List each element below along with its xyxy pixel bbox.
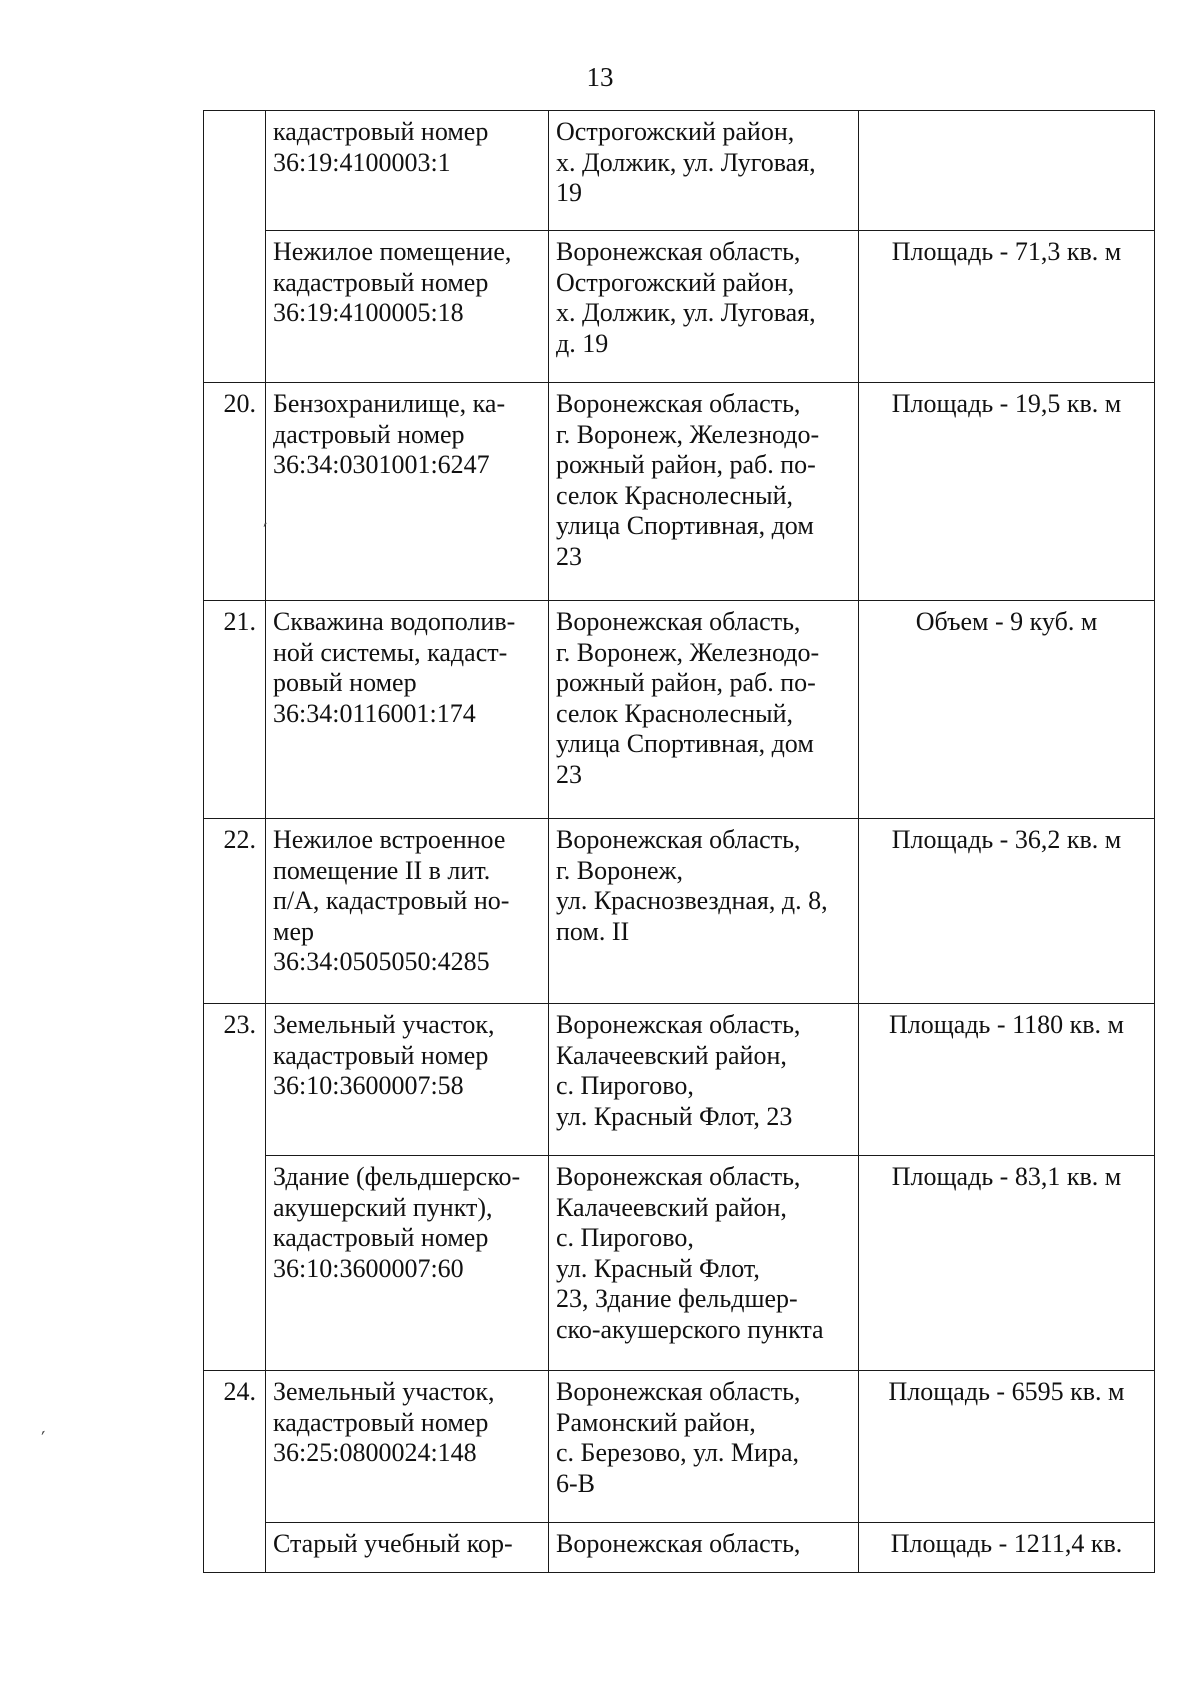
object-name-line: дастровый номер bbox=[273, 419, 465, 449]
row-number: 23. bbox=[204, 1004, 266, 1371]
row-number: 20. bbox=[204, 383, 266, 601]
table-row bbox=[204, 383, 1155, 601]
row-number bbox=[204, 111, 266, 383]
address-line: х. Должик, ул. Луговая, bbox=[556, 298, 816, 327]
object-name-line: ной системы, кадаст- bbox=[273, 637, 508, 667]
address-line: селок Краснолесный, bbox=[556, 698, 793, 728]
row-number: 22. bbox=[204, 819, 266, 1004]
characteristic-cell: Площадь - 1211,4 кв. bbox=[859, 1523, 1155, 1573]
object-name-line: мер bbox=[273, 916, 314, 946]
address-line: Воронежская область, bbox=[556, 607, 801, 636]
row-number: 24. bbox=[204, 1371, 266, 1573]
object-name-line: 36:25:0800024:148 bbox=[273, 1438, 477, 1467]
characteristic-cell: Площадь - 71,3 кв. м bbox=[859, 231, 1155, 383]
page-number: 13 bbox=[586, 62, 614, 92]
scan-mark: ˊ bbox=[38, 1427, 53, 1451]
scan-mark: ˊ bbox=[260, 519, 275, 543]
characteristic-cell: Площадь - 83,1 кв. м bbox=[859, 1156, 1155, 1371]
address-cell bbox=[549, 383, 859, 601]
address-line: Воронежская область, bbox=[556, 1010, 801, 1039]
address-line: Воронежская область, bbox=[556, 389, 801, 418]
address-line: улица Спортивная, дом bbox=[556, 511, 814, 540]
object-name-line: помещение II в лит. bbox=[273, 855, 491, 885]
object-name-cell bbox=[266, 111, 549, 231]
address-line: 19 bbox=[556, 178, 582, 207]
object-name-cell bbox=[266, 1371, 549, 1523]
object-name-line: 36:10:3600007:60 bbox=[273, 1253, 464, 1283]
address-line: Острогожский район, bbox=[556, 267, 795, 297]
address-line: с. Пирогово, bbox=[556, 1223, 694, 1252]
table-row bbox=[204, 1523, 1155, 1573]
object-name-line: 36:34:0301001:6247 bbox=[273, 450, 490, 479]
address-line: Воронежская область, bbox=[556, 1377, 801, 1406]
table-row bbox=[204, 819, 1155, 1004]
address-line: Воронежская область, bbox=[556, 825, 801, 854]
row-number: 21. bbox=[204, 601, 266, 819]
address-line: 23, Здание фельдшер- bbox=[556, 1284, 798, 1313]
table-row bbox=[204, 1371, 1155, 1523]
object-name-line: 36:34:0505050:4285 bbox=[273, 947, 490, 976]
address-line: рожный район, раб. по- bbox=[556, 668, 816, 697]
address-line: селок Краснолесный, bbox=[556, 480, 793, 510]
address-cell bbox=[549, 1371, 859, 1523]
object-name-cell bbox=[266, 601, 549, 819]
property-table bbox=[203, 110, 1155, 1573]
address-cell bbox=[549, 1156, 859, 1371]
address-cell bbox=[549, 1004, 859, 1156]
object-name-line: Здание (фельдшерско- bbox=[273, 1162, 521, 1191]
object-name-cell bbox=[266, 1523, 549, 1573]
table-row bbox=[204, 601, 1155, 819]
object-name-line: Бензохранилище, ка- bbox=[273, 389, 506, 418]
table-row bbox=[204, 1004, 1155, 1156]
object-name-line: кадастровый номер bbox=[273, 267, 489, 297]
address-line: улица Спортивная, дом bbox=[556, 729, 814, 758]
object-name-line: Земельный участок, bbox=[273, 1010, 495, 1039]
address-line: Острогожский район, bbox=[556, 117, 795, 146]
address-line: Воронежская область, bbox=[556, 1162, 801, 1191]
table-row bbox=[204, 1156, 1155, 1371]
object-name-line: кадастровый номер bbox=[273, 1040, 489, 1070]
object-name-line: 36:34:0116001:174 bbox=[273, 698, 476, 728]
address-line: рожный район, раб. по- bbox=[556, 450, 816, 479]
characteristic-cell: Объем - 9 куб. м bbox=[859, 601, 1155, 819]
address-line: 23 bbox=[556, 759, 582, 789]
address-cell bbox=[549, 601, 859, 819]
address-line: с. Березово, ул. Мира, bbox=[556, 1438, 799, 1467]
table-row bbox=[204, 231, 1155, 383]
address-cell bbox=[549, 111, 859, 231]
object-name-cell bbox=[266, 383, 549, 601]
object-name-line: Скважина водополив- bbox=[273, 607, 516, 636]
object-name-line: 36:10:3600007:58 bbox=[273, 1071, 464, 1100]
address-line: Воронежская область, bbox=[556, 1529, 801, 1558]
object-name-line: 36:19:4100003:1 bbox=[273, 147, 451, 177]
object-name-line: кадастровый номер bbox=[273, 1407, 489, 1437]
object-name-cell bbox=[266, 1004, 549, 1156]
address-line: Калачеевский район, bbox=[556, 1192, 787, 1222]
object-name-line: акушерский пункт), bbox=[273, 1192, 493, 1222]
characteristic-cell bbox=[859, 111, 1155, 231]
object-name-cell bbox=[266, 231, 549, 383]
characteristic-cell: Площадь - 19,5 кв. м bbox=[859, 383, 1155, 601]
object-name-line: кадастровый номер bbox=[273, 1223, 489, 1252]
address-line: х. Должик, ул. Луговая, bbox=[556, 147, 816, 177]
object-name-line: ровый номер bbox=[273, 668, 417, 697]
address-line: г. Воронеж, Железнодо- bbox=[556, 419, 820, 449]
address-line: 23 bbox=[556, 541, 582, 571]
address-line: ул. Краснозвездная, д. 8, bbox=[556, 886, 828, 915]
address-line: Воронежская область, bbox=[556, 237, 801, 266]
address-cell bbox=[549, 231, 859, 383]
object-name-line: п/А, кадастровый но- bbox=[273, 886, 510, 915]
object-name-line: Старый учебный кор- bbox=[273, 1529, 513, 1558]
object-name-line: Нежилое встроенное bbox=[273, 825, 506, 854]
address-line: пом. II bbox=[556, 916, 630, 946]
object-name-line: Земельный участок, bbox=[273, 1377, 495, 1406]
address-line: д. 19 bbox=[556, 328, 609, 358]
characteristic-cell: Площадь - 36,2 кв. м bbox=[859, 819, 1155, 1004]
address-cell bbox=[549, 819, 859, 1004]
address-line: ул. Красный Флот, 23 bbox=[556, 1101, 793, 1131]
table-row bbox=[204, 111, 1155, 231]
address-line: с. Пирогово, bbox=[556, 1071, 694, 1100]
address-line: 6-В bbox=[556, 1468, 595, 1498]
address-line: г. Воронеж, bbox=[556, 855, 683, 885]
address-line: Калачеевский район, bbox=[556, 1040, 787, 1070]
property-table-body bbox=[204, 111, 1155, 1573]
object-name-cell bbox=[266, 1156, 549, 1371]
address-cell bbox=[549, 1523, 859, 1573]
address-line: ул. Красный Флот, bbox=[556, 1253, 760, 1283]
characteristic-cell: Площадь - 1180 кв. м bbox=[859, 1004, 1155, 1156]
characteristic-cell: Площадь - 6595 кв. м bbox=[859, 1371, 1155, 1523]
address-line: г. Воронеж, Железнодо- bbox=[556, 637, 820, 667]
address-line: ско-акушерского пункта bbox=[556, 1314, 824, 1344]
object-name-line: кадастровый номер bbox=[273, 117, 489, 146]
address-line: Рамонский район, bbox=[556, 1407, 756, 1437]
object-name-cell bbox=[266, 819, 549, 1004]
object-name-line: 36:19:4100005:18 bbox=[273, 298, 464, 327]
object-name-line: Нежилое помещение, bbox=[273, 237, 512, 266]
